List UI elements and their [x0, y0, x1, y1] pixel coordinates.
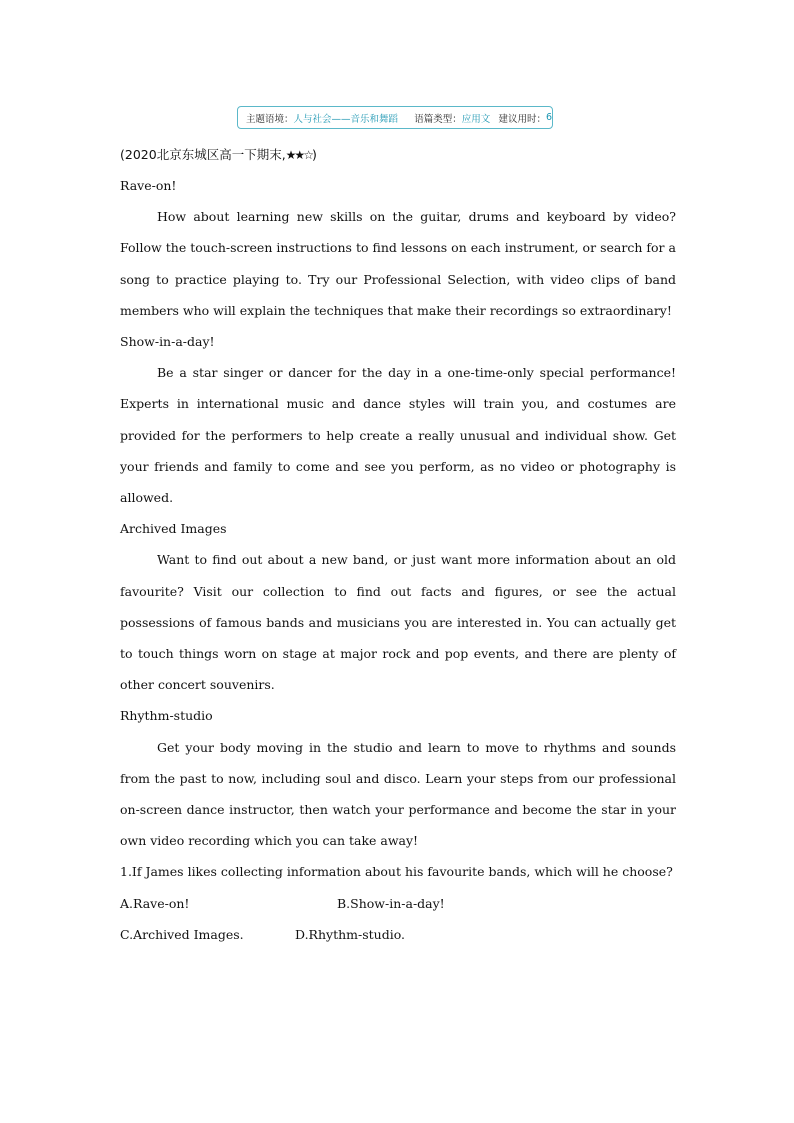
genre-label: 语篇类型： [414, 113, 462, 125]
option-c: C.Archived Images. [120, 926, 244, 942]
topic-value: 人与社会——音乐和舞蹈 [293, 113, 399, 125]
topic-label: 主题语境： [246, 113, 294, 125]
section-body-rave-on: How about learning new skills on the guitar, drums and keyboard by video? Follow the touch-screen instructions to find lessons on each instrument, or search for a song to practice playing to. Try our Professional Selection, with video clips of band members who will explain the techniques that make their recordings so extraordinary! [120, 209, 676, 318]
topic-tag-box [237, 106, 553, 129]
time-value: 6 [545, 112, 552, 123]
source-text: (2020北京东城区高一下期末, [120, 147, 286, 162]
section-title-rave-on: Rave-on! [120, 178, 177, 193]
section-body-show-in-a-day: Be a star singer or dancer for the day in a one-time-only special performance! Experts in international music and dance styles will train you, and costumes are provided for the performers to help create a really unusual and individual show. Get your friends and family to come and see you perform, as no video or photography is allowed. [120, 365, 676, 506]
section-body-rhythm-studio: Get your body moving in the studio and learn to move to rhythms and sounds from the past to now, including soul and disco. Learn your steps from our professional on-screen dance instructor, then watch your performance and become the star in your own video recording which you can take away! [120, 739, 676, 849]
options-row-2 [120, 919, 676, 950]
time-label: 建议用时： [498, 113, 546, 125]
section-title-archived-images: Archived Images [120, 521, 227, 537]
source-line [120, 145, 317, 163]
genre-value: 应用文 [461, 113, 491, 125]
section-title-show-in-a-day: Show-in-a-day! [120, 334, 215, 350]
passage [120, 170, 676, 950]
option-d: D.Rhythm-studio. [295, 926, 405, 942]
options-row-1 [120, 888, 676, 919]
source-close: ) [311, 147, 317, 162]
section-body-archived-images: Want to find out about a new band, or just want more information about an old favourite? Visit our collection to find out facts and figures, or see the actual possessions of famous bands and musicians you are interested in. You can actually get to touch things worn on stage at major rock and pop events, and there are plenty of other concert souvenirs. [120, 552, 676, 693]
option-b: B.Show-in-a-day! [337, 895, 445, 911]
section-title-rhythm-studio: Rhythm-studio [120, 708, 213, 724]
option-a: A.Rave-on! [120, 895, 190, 911]
difficulty-stars-icon: ★★☆ [285, 148, 312, 162]
question-stem: 1.If James likes collecting information about his favourite bands, which will he choose? [120, 864, 673, 880]
